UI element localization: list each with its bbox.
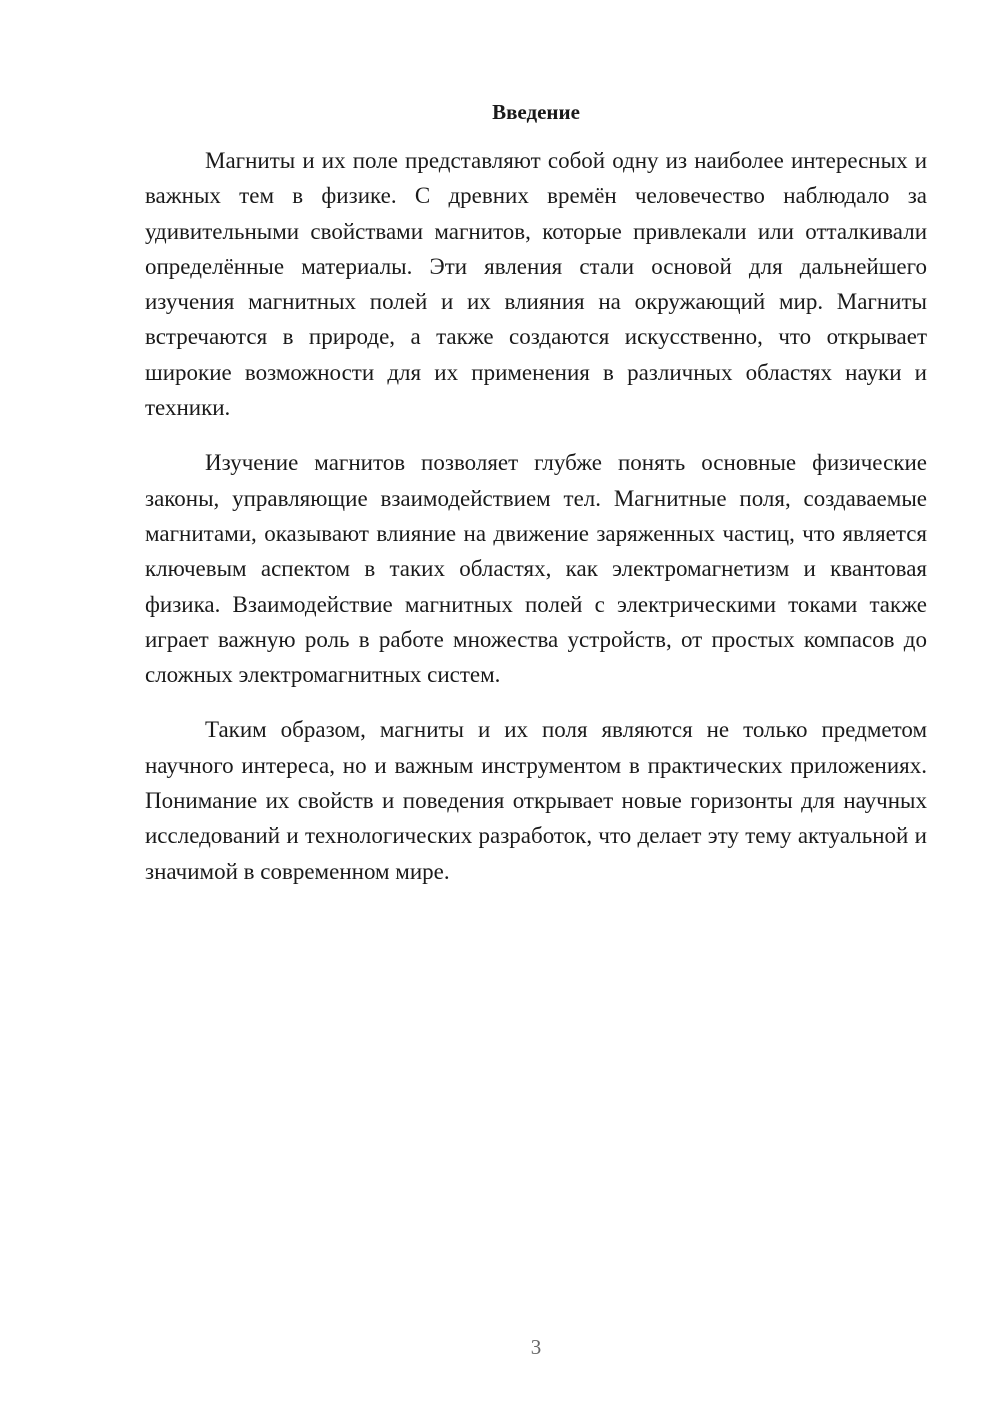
body-text: [145, 143, 927, 909]
paragraph-2: Изучение магнитов позволяет глубже понять основные физические законы, управляющие взаимодействием тел. Магнитные поля, создаваемые магнитами, оказывают влияние на движение заряженных частиц, что является ключевым аспектом в таких областях, как электромагнетизм и квантовая физика. Взаимодействие магнитных полей с электрическими токами также играет важную роль в работе множества устройств, от простых компасов до сложных электромагнитных систем.: [145, 450, 927, 688]
paragraph-3: Таким образом, магниты и их поля являются не только предметом научного интереса, но и важным инструментом в практических приложениях. Понимание их свойств и поведения открывает новые горизонты для научных исследований и технологических разработок, что делает эту тему актуальной и значимой в современном мире.: [145, 717, 927, 884]
section-heading: Введение: [492, 100, 580, 124]
paragraph-1: Магниты и их поле представляют собой одну из наиболее интересных и важных тем в физике. С древних времён человечество наблюдало за удивительными свойствами магнитов, которые привлекали или отталкивали определённые материалы. Эти явления стали основой для дальнейшего изучения магнитных полей и их влияния на окружающий мир. Магниты встречаются в природе, а также создаются искусственно, что открывает широкие возможности для их применения в различных областях науки и техники.: [145, 148, 927, 421]
page-number: 3: [530, 1335, 542, 1359]
